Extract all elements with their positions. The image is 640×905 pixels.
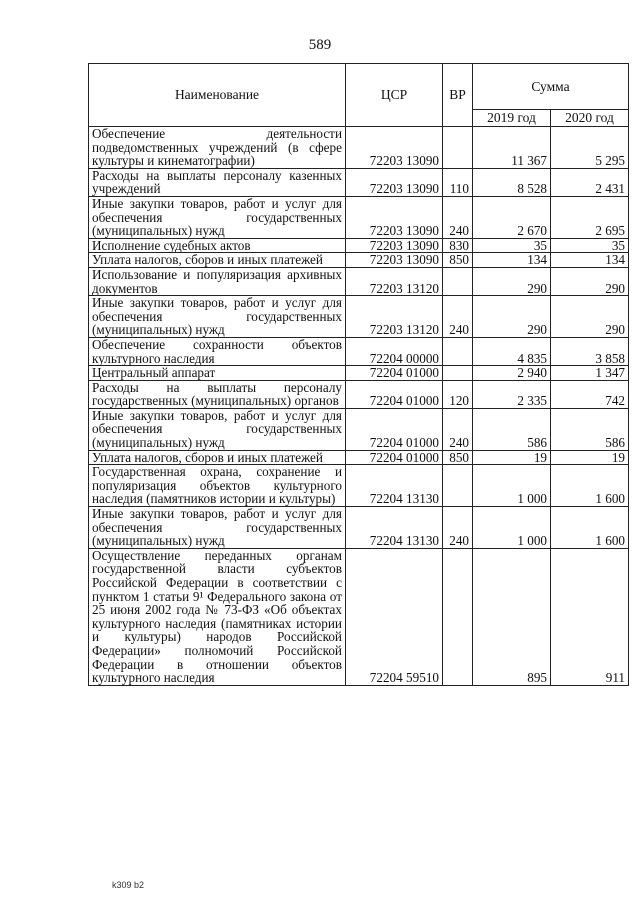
row-vr xyxy=(443,267,473,295)
row-vr: 240 xyxy=(443,296,473,338)
row-name: Уплата налогов, сборов и иных платежей xyxy=(89,253,346,268)
row-sum-2020: 1 600 xyxy=(551,465,629,507)
row-vr xyxy=(443,127,473,169)
row-sum-2019: 11 367 xyxy=(473,127,551,169)
page-number: 589 xyxy=(308,37,332,53)
row-name: Исполнение судебных актов xyxy=(89,238,346,253)
row-csr: 72204 59510 xyxy=(346,548,443,685)
row-vr: 110 xyxy=(443,168,473,196)
row-sum-2020: 290 xyxy=(551,267,629,295)
table-row xyxy=(89,168,629,196)
row-sum-2020: 2 695 xyxy=(551,196,629,238)
row-name: Обеспечение деятельности подведомственных учреждений (в сфере культуры и кинематографии) xyxy=(89,127,346,169)
row-name: Уплата налогов, сборов и иных платежей xyxy=(89,450,346,465)
table-body xyxy=(89,127,629,686)
table-row xyxy=(89,548,629,685)
row-csr: 72203 13120 xyxy=(346,267,443,295)
header-year-2019: 2019 год xyxy=(473,110,551,127)
row-sum-2020: 3 858 xyxy=(551,337,629,365)
row-vr xyxy=(443,337,473,365)
row-sum-2020: 35 xyxy=(551,238,629,253)
header-year-2020: 2020 год xyxy=(551,110,629,127)
budget-table xyxy=(88,63,629,686)
table-row xyxy=(89,267,629,295)
table-row xyxy=(89,127,629,169)
row-name: Обеспечение сохранности объектов культурного наследия xyxy=(89,337,346,365)
header-name: Наименование xyxy=(89,64,346,127)
table-row xyxy=(89,196,629,238)
row-name: Иные закупки товаров, работ и услуг для обеспечения государственных (муниципальных) нужд xyxy=(89,507,346,549)
row-sum-2019: 895 xyxy=(473,548,551,685)
row-name: Осуществление переданных органам государственной власти субъектов Российской Федерации в соответствии с пунктом 1 статьи 9¹ Федерального закона от 25 июня 2002 года № 73-ФЗ «Об объектах культурного наследия (памятниках истории и культуры) народов Российской Федерации» полномочий Российской Федерации в отношении объектов культурного наследия xyxy=(89,548,346,685)
row-csr: 72203 13120 xyxy=(346,296,443,338)
row-sum-2020: 1 347 xyxy=(551,366,629,381)
row-sum-2019: 8 528 xyxy=(473,168,551,196)
row-sum-2019: 134 xyxy=(473,253,551,268)
row-name: Центральный аппарат xyxy=(89,366,346,381)
row-csr: 72204 01000 xyxy=(346,408,443,450)
row-sum-2020: 5 295 xyxy=(551,127,629,169)
row-sum-2019: 4 835 xyxy=(473,337,551,365)
row-sum-2020: 2 431 xyxy=(551,168,629,196)
row-sum-2020: 586 xyxy=(551,408,629,450)
row-sum-2019: 1 000 xyxy=(473,465,551,507)
row-csr: 72204 00000 xyxy=(346,337,443,365)
row-sum-2019: 290 xyxy=(473,296,551,338)
row-name: Расходы на выплаты персоналу казенных учреждений xyxy=(89,168,346,196)
row-vr: 240 xyxy=(443,408,473,450)
footer-code: k309 b2 xyxy=(112,880,145,890)
row-vr: 850 xyxy=(443,450,473,465)
row-sum-2020: 290 xyxy=(551,296,629,338)
row-sum-2019: 290 xyxy=(473,267,551,295)
row-sum-2019: 2 335 xyxy=(473,380,551,408)
table-row xyxy=(89,450,629,465)
row-sum-2019: 2 940 xyxy=(473,366,551,381)
table-row xyxy=(89,408,629,450)
row-csr: 72203 13090 xyxy=(346,253,443,268)
row-sum-2020: 19 xyxy=(551,450,629,465)
row-sum-2020: 134 xyxy=(551,253,629,268)
row-name: Иные закупки товаров, работ и услуг для обеспечения государственных (муниципальных) нужд xyxy=(89,296,346,338)
header-csr: ЦСР xyxy=(346,64,443,127)
row-vr: 240 xyxy=(443,196,473,238)
table-row xyxy=(89,337,629,365)
table-row xyxy=(89,507,629,549)
table-row xyxy=(89,238,629,253)
row-vr: 830 xyxy=(443,238,473,253)
row-csr: 72204 01000 xyxy=(346,366,443,381)
row-vr: 850 xyxy=(443,253,473,268)
row-sum-2020: 742 xyxy=(551,380,629,408)
row-csr: 72204 01000 xyxy=(346,380,443,408)
table-row xyxy=(89,296,629,338)
table-row xyxy=(89,465,629,507)
row-sum-2019: 19 xyxy=(473,450,551,465)
table-row xyxy=(89,253,629,268)
row-name: Иные закупки товаров, работ и услуг для обеспечения государственных (муниципальных) нужд xyxy=(89,408,346,450)
table-header xyxy=(89,64,629,127)
row-csr: 72203 13090 xyxy=(346,168,443,196)
row-sum-2019: 586 xyxy=(473,408,551,450)
row-csr: 72204 13130 xyxy=(346,465,443,507)
row-vr xyxy=(443,366,473,381)
row-sum-2020: 1 600 xyxy=(551,507,629,549)
row-name: Иные закупки товаров, работ и услуг для обеспечения государственных (муниципальных) нужд xyxy=(89,196,346,238)
row-vr: 240 xyxy=(443,507,473,549)
row-csr: 72203 13090 xyxy=(346,238,443,253)
row-csr: 72204 13130 xyxy=(346,507,443,549)
row-sum-2019: 2 670 xyxy=(473,196,551,238)
row-csr: 72204 01000 xyxy=(346,450,443,465)
row-csr: 72203 13090 xyxy=(346,127,443,169)
header-vr: ВР xyxy=(443,64,473,127)
row-vr: 120 xyxy=(443,380,473,408)
row-csr: 72203 13090 xyxy=(346,196,443,238)
row-vr xyxy=(443,548,473,685)
header-sum: Сумма xyxy=(473,64,629,110)
table-row xyxy=(89,380,629,408)
table-row xyxy=(89,366,629,381)
row-sum-2020: 911 xyxy=(551,548,629,685)
row-name: Расходы на выплаты персоналу государственных (муниципальных) органов xyxy=(89,380,346,408)
row-sum-2019: 1 000 xyxy=(473,507,551,549)
row-sum-2019: 35 xyxy=(473,238,551,253)
row-name: Государственная охрана, сохранение и популяризация объектов культурного наследия (памятников истории и культуры) xyxy=(89,465,346,507)
row-vr xyxy=(443,465,473,507)
row-name: Использование и популяризация архивных документов xyxy=(89,267,346,295)
